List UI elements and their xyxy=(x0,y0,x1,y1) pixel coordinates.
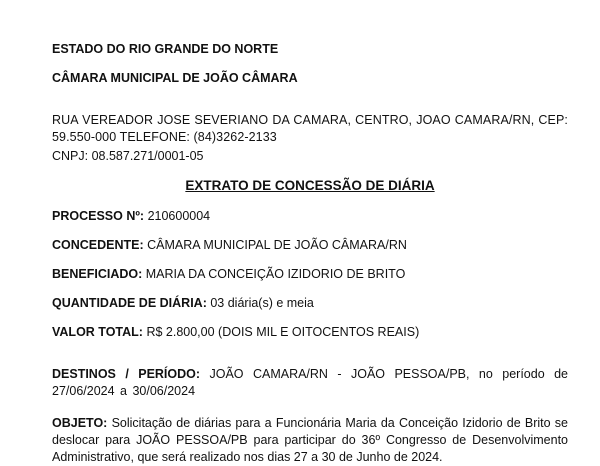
field-valor-label: VALOR TOTAL: xyxy=(52,325,143,339)
field-quantidade-value: 03 diária(s) e meia xyxy=(210,296,314,310)
field-valor-value: R$ 2.800,00 (DOIS MIL E OITOCENTOS REAIS) xyxy=(146,325,420,339)
chamber-heading: CÂMARA MUNICIPAL DE JOÃO CÂMARA xyxy=(52,71,298,85)
field-destinos-label: DESTINOS / PERÍODO: xyxy=(52,366,201,381)
field-processo-value: 210600004 xyxy=(147,209,211,223)
field-destinos xyxy=(52,366,568,400)
field-processo-label: PROCESSO Nº: xyxy=(52,209,145,223)
field-beneficiado-label: BENEFICIADO: xyxy=(52,267,143,281)
field-objeto-value: Solicitação de diárias para a Funcionária Maria da Conceição Izidorio de Brito se deslocar para JOÃO PESSOA/PB para participar do 36º Congresso de Desenvolvimento Administrativo, que será realizado nos dias 27 a 30 de Junho de 2024. xyxy=(52,415,568,464)
field-destinos-value: JOÃO CAMARA/RN - JOÃO PESSOA/PB, no período de 27/06/2024 a 30/06/2024 xyxy=(52,366,568,398)
field-concedente xyxy=(52,237,568,254)
field-valor xyxy=(52,324,568,341)
field-objeto-label: OBJETO: xyxy=(52,415,108,430)
field-processo xyxy=(52,208,568,225)
cnpj-text: CNPJ: 08.587.271/0001-05 xyxy=(52,149,204,163)
field-concedente-value: CÂMARA MUNICIPAL DE JOÃO CÂMARA/RN xyxy=(147,238,407,252)
document-title: EXTRATO DE CONCESSÃO DE DIÁRIA xyxy=(185,178,435,193)
state-heading: ESTADO DO RIO GRANDE DO NORTE xyxy=(52,42,279,56)
field-beneficiado-value: MARIA DA CONCEIÇÃO IZIDORIO DE BRITO xyxy=(145,267,406,281)
field-objeto xyxy=(52,415,568,466)
field-concedente-label: CONCEDENTE: xyxy=(52,238,144,252)
field-quantidade-label: QUANTIDADE DE DIÁRIA: xyxy=(52,296,207,310)
field-beneficiado xyxy=(52,266,568,283)
address-text: RUA VEREADOR JOSE SEVERIANO DA CAMARA, CENTRO, JOAO CAMARA/RN, CEP: 59.550-000 TELEFONE: (84)3262-2133 xyxy=(52,112,568,144)
field-quantidade xyxy=(52,295,568,312)
